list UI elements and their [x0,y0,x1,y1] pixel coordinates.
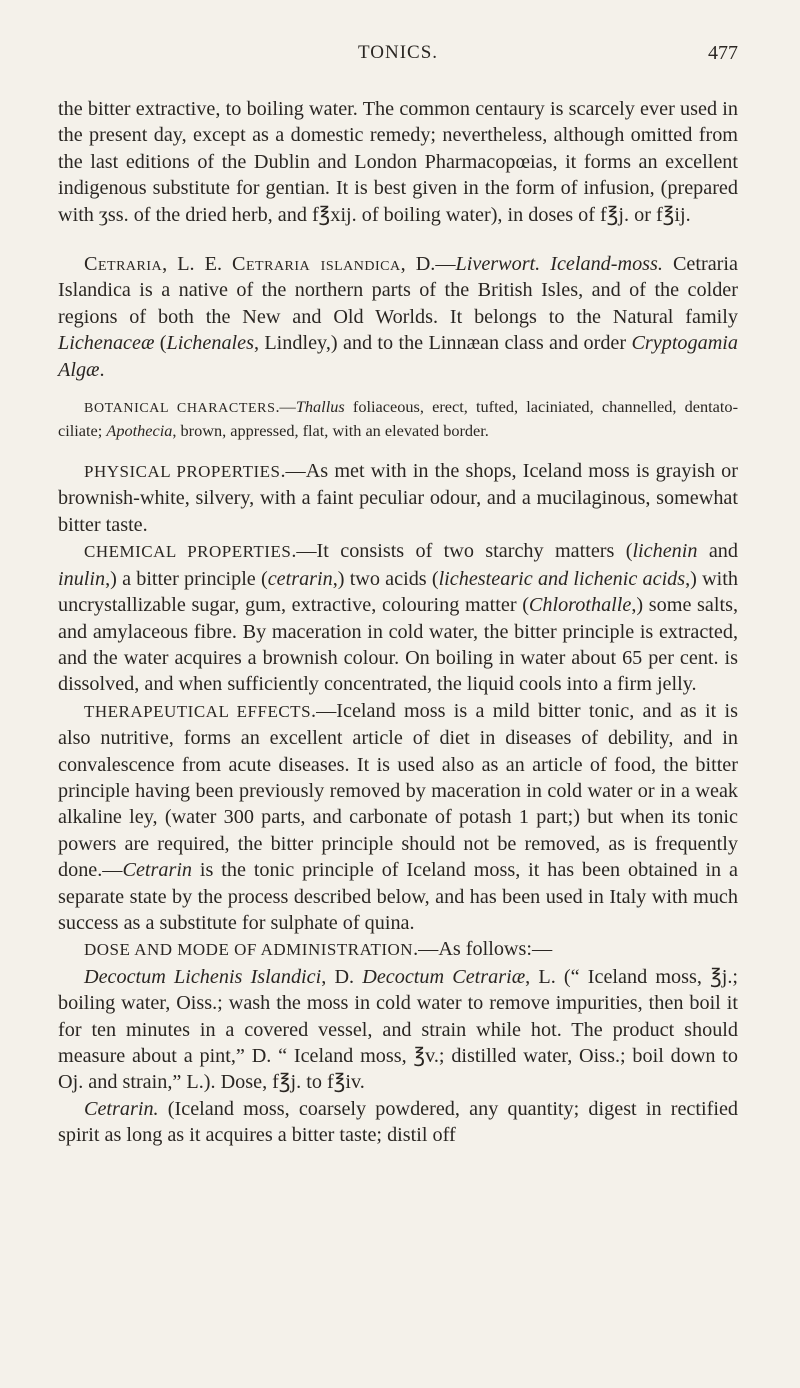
order-name: Lichenales [166,332,254,355]
term-thallus: Thallus [295,397,345,417]
cetraria-end: . [99,358,105,381]
botanical-text-2: foliaceous, erect, tufted, laciniated, channelled, dentato-ciliate; [58,397,738,440]
authority: , L. E. [162,253,233,276]
term-cetrarin: cetrarin [267,567,333,590]
physical-text: .—As met with in the shops, Iceland moss is grayish or brownish-white, silvery, with a faint peculiar odour, and a mucilaginous, somewhat bitter taste. [58,460,739,536]
botanical-text-1: .— [275,397,296,417]
dose-text: .—As follows:— [413,938,553,961]
running-head: TONICS. [357,42,439,63]
chemical-text-5: ,) with uncrystallizable sugar, gum, extractive, colouring matter ( [58,567,738,617]
paragraph-botanical [58,396,738,441]
drug-name: Cetraria [84,253,163,276]
chemical-text-1: .—It consists of two starchy matters ( [291,540,633,563]
paragraph-cetraria [58,251,738,383]
family-name: Lichenaceæ [58,332,155,355]
open-paren: ( [154,332,167,355]
chemical-text-3: ,) a bitter principle ( [105,567,268,590]
section-label-therapeutical: THERAPEUTICAL EFFECTS [84,701,312,721]
chemical-text-4: ,) two acids ( [332,567,439,590]
preparation-name: Decoctum Lichenis Islandici [84,965,322,988]
term-inulin: inulin [58,567,106,590]
term-apothecia: Apothecia [106,420,173,440]
section-label-chemical: CHEMICAL PROPERTIES [84,542,292,562]
cetraria-text-1: Cetraria Islandica is a native of the northern parts of the British Isles, and of the colder regions of both the New and Old Worlds. It belongs to the Natural family [58,253,738,328]
section-label-physical: PHYSICAL PROPERTIES [84,462,281,482]
paragraph-chemical [58,538,738,697]
paragraph-physical [58,458,738,538]
decoctum-text-1: , D. [321,965,363,988]
therapeutical-text-2: is the tonic principle of Iceland moss, it has been obtained in a separate state by the process described below, and has been used in Italy with much success as a substitute for sulphate of quina. [58,859,738,934]
term-lichenin: lichenin [632,540,698,563]
paragraph-decoctum [58,964,738,1096]
paragraph-dose [58,936,738,963]
drug-name-alt: Cetraria islandica [232,253,401,276]
therapeutical-text-1: .—Iceland moss is a mild bitter tonic, and as it is also nutritive, forms an excellent article of diet in diseases of debility, and in convalescence from acute diseases. It is used also as an article of food, the bitter principle having been previously removed by maceration in cold water or in a weak alkaline ley, (water 300 parts, and carbonate of potash 1 part;) but when its tonic powers are required, the bitter principle should not be removed, as is frequently done.— [58,699,739,882]
section-label-dose: DOSE AND MODE OF ADMINISTRATION [84,940,414,960]
term-chlorothalle: Chlorothalle [528,594,632,617]
chemical-text-6: ,) some salts, and amylaceous fibre. By maceration in cold water, the bitter principle is extracted, and the water acquires a brownish colour. On boiling in water about 65 per cent. is dissolved, and when sufficiently concentrated, the liquid cools into a firm jelly. [58,594,738,696]
page-number: 477 [708,42,738,64]
paragraph-therapeutical [58,698,738,937]
class-order: Cryptogamia Algæ [58,332,738,381]
cetraria-text-2: , Lindley,) and to the Linnæan class and order [253,332,632,355]
preparation-cetrarin: Cetrarin. [84,1097,159,1120]
body-text [58,96,738,1149]
term-cetrarin-2: Cetrarin [122,859,193,882]
preparation-name-alt: Decoctum Cetrariæ [362,965,526,988]
chemical-text-2: and [697,540,738,563]
page-header [58,42,738,66]
paragraph-centaury: the bitter extractive, to boiling water. The common centaury is scarcely ever used in the present day, except as a domestic remedy; nevertheless, although omitted from the last editions of the Dublin and London Pharmacopœias, it forms an excellent indigenous substitute for gentian. It is best given in the form of infusion, (prepared with ʒss. of the dried herb, and f℥xij. of boiling water), in doses of f℥j. or f℥ij. [58,98,738,226]
common-names: Liverwort. Iceland-moss. [455,253,663,276]
section-label-botanical: BOTANICAL CHARACTERS [84,401,276,417]
authority-alt: , D.— [400,253,456,276]
paragraph-cetrarin-prep [58,1096,738,1149]
term-acids: lichestearic and lichenic acids [438,567,686,590]
cetrarin-prep-text: (Iceland moss, coarsely powdered, any quantity; digest in rectified spirit as long as it acquires a bitter taste; distil off [58,1097,738,1147]
botanical-text-3: , brown, appressed, flat, with an elevated border. [172,420,489,440]
decoctum-text-2: , L. (“ Iceland moss, ℥j.; boiling water, Oiss.; wash the moss in cold water to remove impurities, then boil it for ten minutes in a covered vessel, and strain while hot. The product should measure about a pint,” D. “ Iceland moss, ℥v.; distilled water, Oiss.; boil down to Oj. and strain,” L.). Dose, f℥j. to f℥iv. [58,965,738,1094]
